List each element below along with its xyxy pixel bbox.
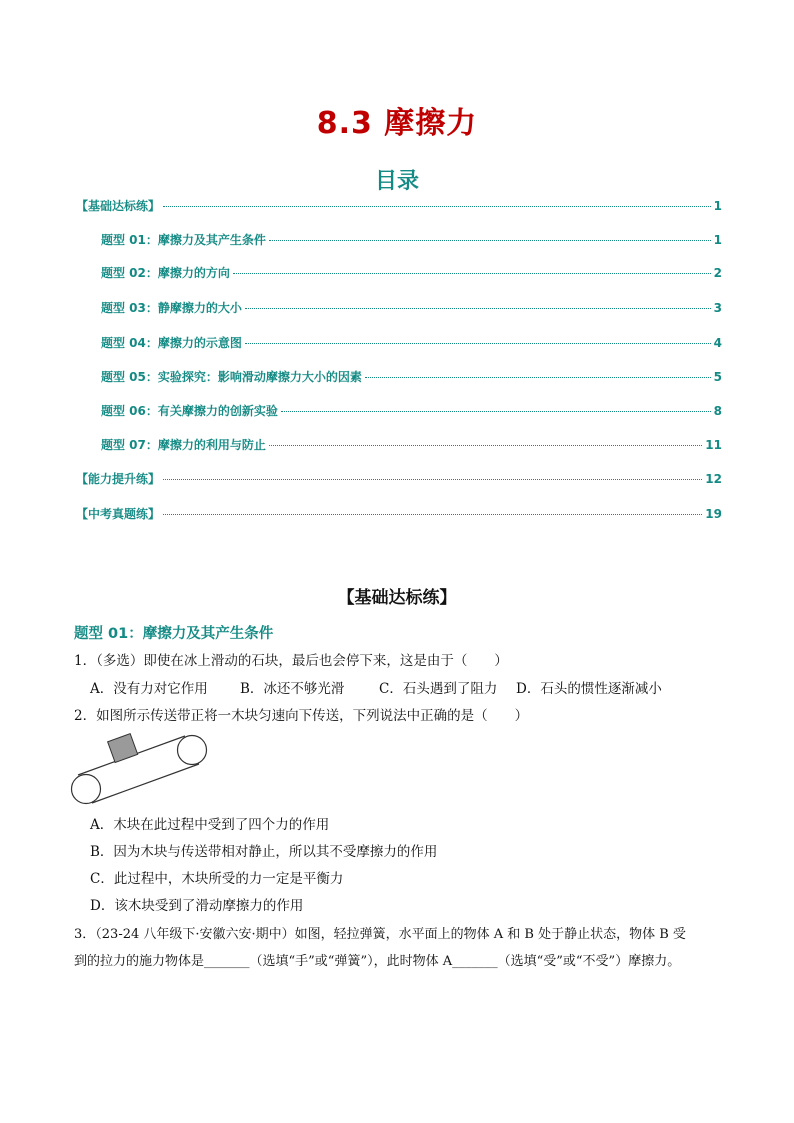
toc-page-number: 11 bbox=[705, 438, 722, 452]
toc-leader bbox=[281, 411, 711, 412]
toc-leader bbox=[233, 273, 711, 274]
toc-entry-label: 题型 04：摩擦力的示意图 bbox=[101, 336, 242, 350]
toc-page-number: 2 bbox=[713, 266, 722, 280]
question-1-option-a: A．没有力对它作用 bbox=[90, 681, 208, 697]
question-2-option-d: D．该木块受到了滑动摩擦力的作用 bbox=[90, 898, 304, 914]
toc-entry-exam[interactable] bbox=[76, 505, 722, 521]
toc-leader bbox=[245, 343, 711, 344]
toc-entry-type-04[interactable] bbox=[101, 334, 722, 350]
toc-entry-type-06[interactable] bbox=[101, 402, 722, 418]
document-title: 8.3 摩擦力 bbox=[316, 106, 478, 141]
toc-entry-type-01[interactable] bbox=[101, 231, 722, 247]
toc-entry-label: 题型 03：静摩擦力的大小 bbox=[101, 301, 242, 315]
toc-leader bbox=[365, 377, 711, 378]
toc-leader bbox=[163, 206, 711, 207]
toc-entry-label: 题型 01：摩擦力及其产生条件 bbox=[101, 233, 266, 247]
toc-entry-label: 【中考真题练】 bbox=[76, 507, 161, 521]
toc-leader bbox=[163, 479, 702, 480]
question-type-heading: 题型 01：摩擦力及其产生条件 bbox=[74, 626, 274, 642]
wooden-block bbox=[108, 734, 138, 763]
toc-page-number: 12 bbox=[705, 472, 722, 486]
toc-entry-label: 题型 07：摩擦力的利用与防止 bbox=[101, 438, 266, 452]
toc-entry-label: 题型 06：有关摩擦力的创新实验 bbox=[101, 404, 278, 418]
toc-entry-basic[interactable] bbox=[76, 197, 722, 213]
toc-leader bbox=[163, 514, 702, 515]
question-2-option-b: B．因为木块与传送带相对静止，所以其不受摩擦力的作用 bbox=[90, 844, 438, 860]
toc-entry-type-02[interactable] bbox=[101, 264, 722, 280]
upper-roller bbox=[178, 736, 207, 765]
toc-page-number: 1 bbox=[713, 199, 722, 213]
toc-page-number: 1 bbox=[713, 233, 722, 247]
belt-bottom-line bbox=[92, 764, 199, 803]
question-3-line-2: 到的拉力的施力物体是_______（选填“手”或“弹簧”），此时物体 A_______（选填“受”或“不受”）摩擦力。 bbox=[74, 954, 681, 969]
toc-entry-label: 【能力提升练】 bbox=[76, 472, 161, 486]
toc-leader bbox=[269, 240, 711, 241]
toc-page-number: 4 bbox=[713, 336, 722, 350]
toc-entry-type-05[interactable] bbox=[101, 368, 722, 384]
question-2-option-c: C．此过程中，木块所受的力一定是平衡力 bbox=[90, 871, 344, 887]
toc-page-number: 19 bbox=[705, 507, 722, 521]
toc-page-number: 5 bbox=[713, 370, 722, 384]
toc-leader bbox=[269, 445, 702, 446]
toc-title: 目录 bbox=[374, 169, 419, 194]
toc-page-number: 8 bbox=[713, 404, 722, 418]
question-3-line-1: 3．（23-24 八年级下·安徽六安·期中）如图，轻拉弹簧，水平面上的物体 A 和 B 处于静止状态，物体 B 受 bbox=[74, 927, 686, 942]
toc-entry-advanced[interactable] bbox=[76, 470, 722, 486]
question-1-stem: 1．（多选）即使在冰上滑动的石块，最后也会停下来，这是由于（ ） bbox=[74, 653, 508, 669]
question-2-option-a: A．木块在此过程中受到了四个力的作用 bbox=[90, 817, 330, 833]
section-heading: 【基础达标练】 bbox=[337, 588, 457, 608]
toc-leader bbox=[245, 308, 711, 309]
toc-entry-label: 【基础达标练】 bbox=[76, 199, 161, 213]
toc-entry-label: 题型 05：实验探究：影响滑动摩擦力大小的因素 bbox=[101, 370, 362, 384]
toc-page-number: 3 bbox=[713, 301, 722, 315]
question-1-option-d: D．石头的惯性逐渐减小 bbox=[516, 681, 662, 697]
toc-entry-type-03[interactable] bbox=[101, 299, 722, 315]
lower-roller bbox=[72, 775, 101, 804]
question-1-option-b: B．冰还不够光滑 bbox=[240, 681, 345, 697]
question-1-option-c: C．石头遇到了阻力 bbox=[379, 681, 498, 697]
toc-entry-type-07[interactable] bbox=[101, 436, 722, 452]
question-2-stem: 2．如图所示传送带正将一木块匀速向下传送，下列说法中正确的是（ ） bbox=[74, 708, 529, 724]
conveyor-belt-figure bbox=[66, 730, 210, 810]
toc-entry-label: 题型 02：摩擦力的方向 bbox=[101, 266, 230, 280]
